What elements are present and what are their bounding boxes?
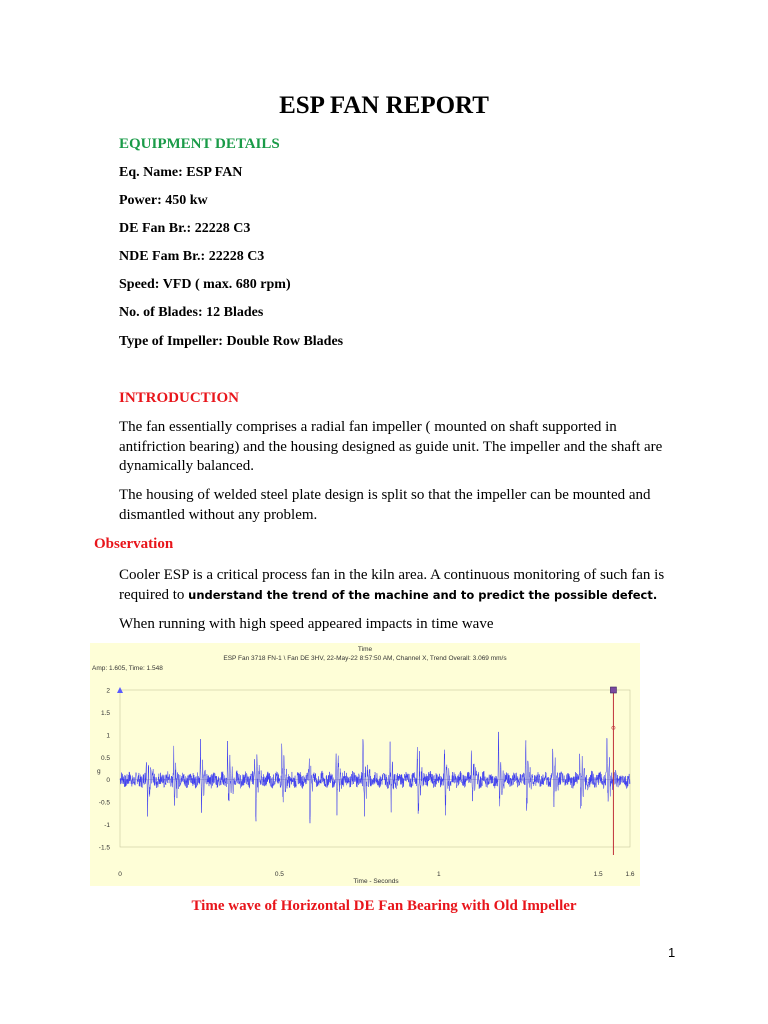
detail-nde-bearing: NDE Fam Br.: 22228 C3 — [119, 249, 265, 264]
introduction-paragraph-2: The housing of welded steel plate design is split so that the impeller can be mounted and dismantled without any problem. — [119, 487, 651, 523]
y-tick-label: 1 — [106, 732, 110, 740]
y-tick-label: 0.5 — [100, 754, 110, 762]
page-number: 1 — [668, 945, 676, 960]
waveform-line — [120, 732, 630, 823]
observation-emphasis: understand the trend of the machine and to predict the possible defect. — [188, 587, 658, 602]
page-title: ESP FAN REPORT — [279, 92, 489, 119]
y-tick-label: -1.5 — [98, 844, 110, 852]
detail-impeller: Type of Impeller: Double Row Blades — [119, 334, 344, 349]
x-tick-label: 1 — [436, 871, 441, 878]
chart-subtitle: ESP Fan 3718 FN-1 \ Fan DE 3HV, 22-May-22 8:57:50 AM, Channel X, Trend Overall: 3.069 mm/s — [223, 655, 507, 662]
detail-speed: Speed: VFD ( max. 680 rpm) — [119, 277, 291, 292]
plot-area — [117, 687, 630, 855]
equipment-details-heading: EQUIPMENT DETAILS — [119, 136, 280, 152]
x-tick-label: 0.5 — [274, 871, 284, 878]
chart-title: Time — [357, 646, 373, 653]
x-tick-label: 1.5 — [593, 871, 603, 878]
introduction-heading: INTRODUCTION — [119, 390, 240, 406]
observation-heading: Observation — [94, 536, 174, 552]
detail-blades: No. of Blades: 12 Blades — [119, 305, 264, 320]
detail-eq-name: Eq. Name: ESP FAN — [119, 165, 243, 180]
x-tick-labels — [118, 871, 635, 878]
detail-de-bearing: DE Fan Br.: 22228 C3 — [119, 221, 251, 236]
y-tick-label: -1 — [104, 822, 110, 830]
waveform-svg — [90, 643, 640, 886]
observation-text: Cooler ESP is a critical process fan in the kiln area. A continuous monitoring of such fan is required to — [119, 567, 665, 603]
y-axis-label: g — [97, 768, 101, 775]
y-tick-label: -0.5 — [98, 799, 110, 807]
observation-paragraph-1 — [119, 566, 667, 605]
y-tick-label: 2 — [106, 687, 110, 695]
y-tick-label: 0 — [106, 777, 110, 785]
x-tick-label: 0 — [118, 871, 122, 878]
cursor-readout: Amp: 1.605, Time: 1.548 — [92, 665, 163, 672]
x-tick-label: 1.6 — [625, 871, 635, 878]
cursor-marker — [610, 687, 616, 693]
y-tick-label: 1.5 — [100, 709, 110, 717]
observation-paragraph-2: When running with high speed appeared impacts in time wave — [119, 616, 494, 632]
introduction-paragraph-1: The fan essentially comprises a radial fan impeller ( mounted on shaft supported in antifriction bearing) and the housing designed as guide unit. The impeller and the shaft are dynamically balanced. — [119, 419, 663, 474]
time-waveform-chart — [90, 643, 640, 886]
detail-power: Power: 450 kw — [119, 193, 208, 208]
figure-caption: Time wave of Horizontal DE Fan Bearing with Old Impeller — [191, 898, 577, 914]
plot-frame — [120, 690, 630, 847]
x-axis-label: Time - Seconds — [353, 878, 399, 885]
